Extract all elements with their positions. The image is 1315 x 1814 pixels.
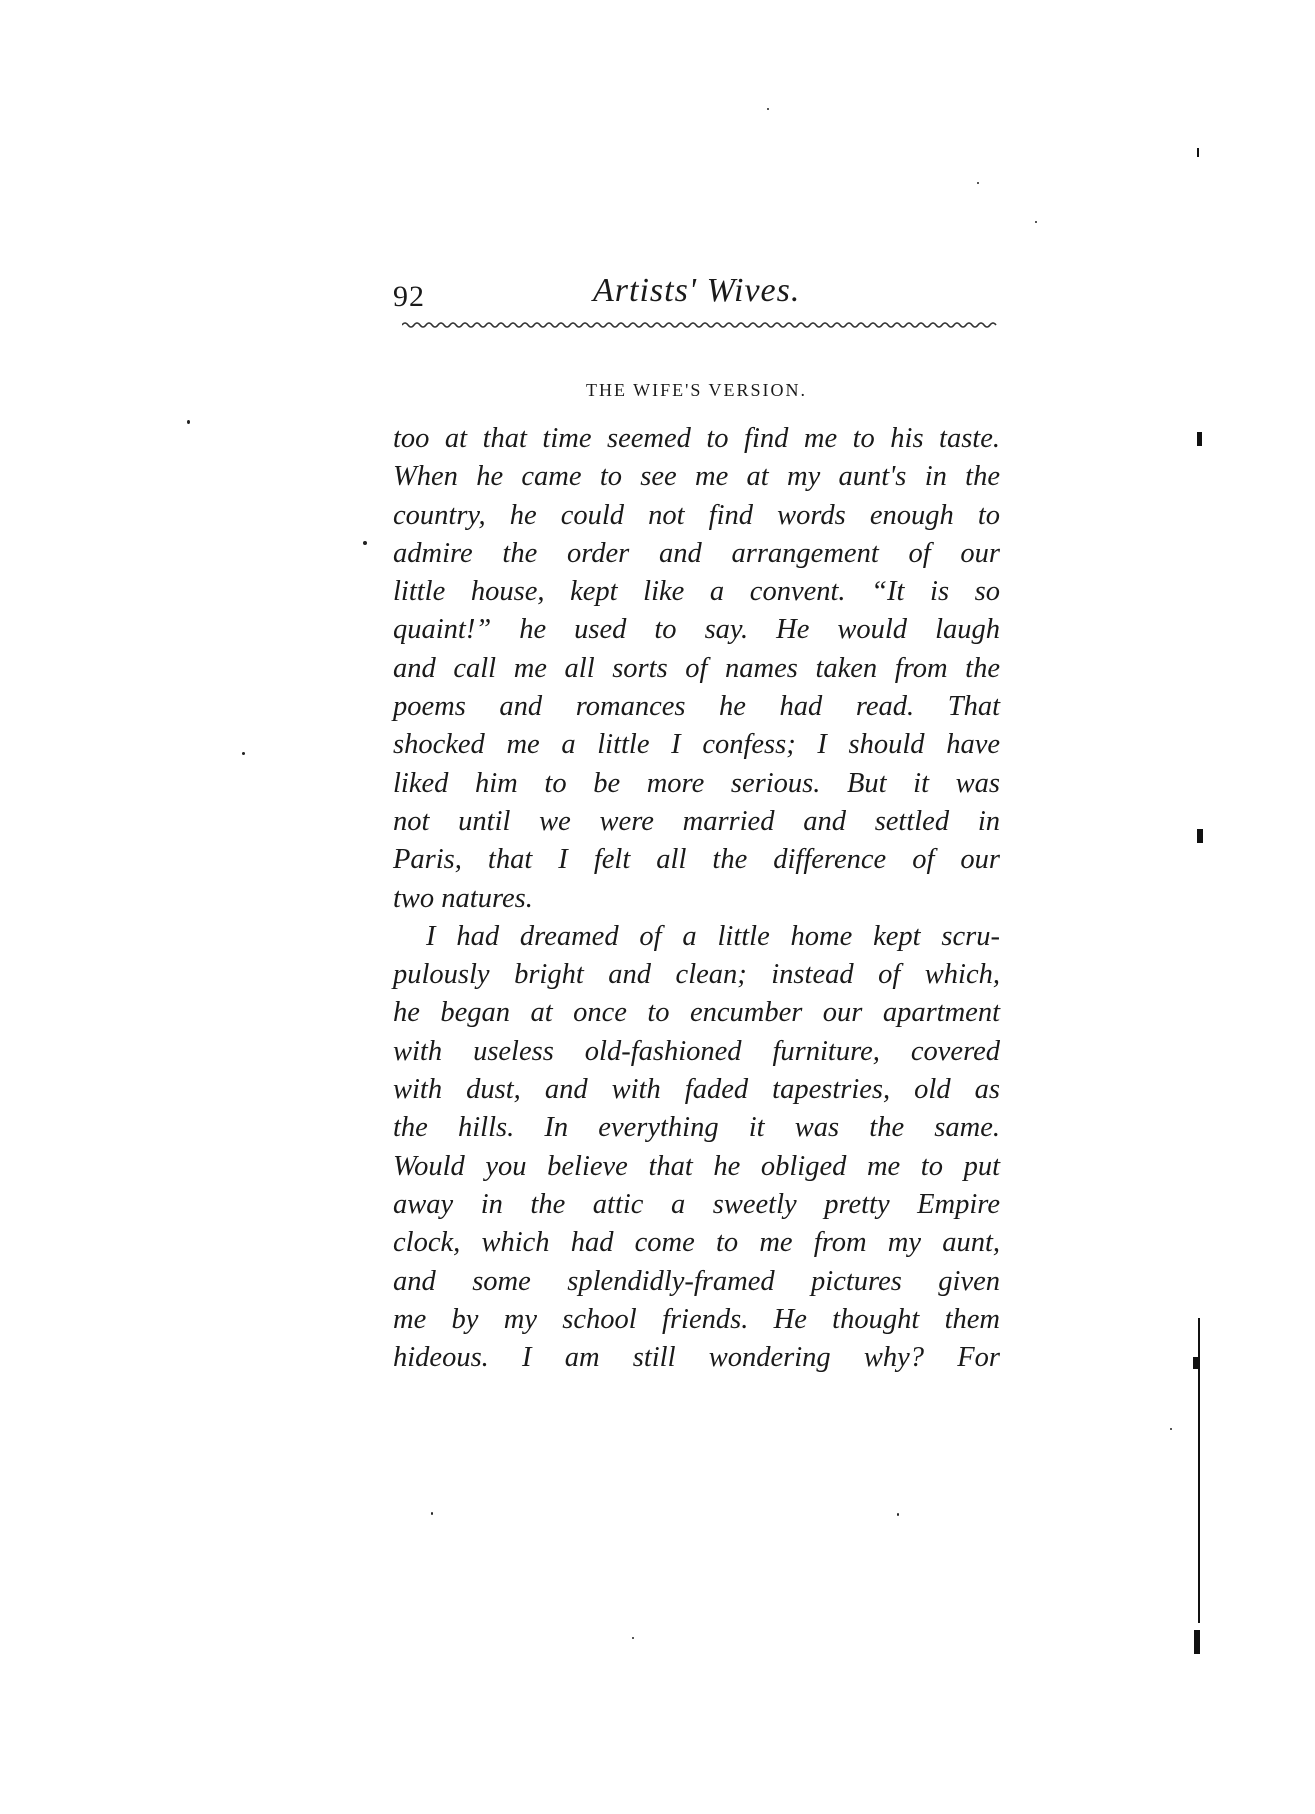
text-line: pulously bright and clean; instead of which, (393, 959, 1000, 991)
text-line: with dust, and with faded tapestries, old as (393, 1074, 1000, 1106)
scan-speck (897, 1513, 899, 1516)
running-head (393, 272, 1000, 322)
margin-mark (1198, 1318, 1200, 1623)
margin-mark (1197, 432, 1202, 446)
text-line: liked him to be more serious. But it was (393, 767, 1000, 799)
text-line: little house, kept like a convent. “It is so (393, 576, 1000, 608)
text-line: hideous. I am still wondering why? For (393, 1342, 1000, 1374)
text-line: When he came to see me at my aunt's in the (393, 461, 1000, 493)
text-line: country, he could not find words enough to (393, 499, 1000, 531)
text-line: poems and romances he had read. That (393, 691, 1000, 723)
text-line: shocked me a little I confess; I should have (393, 729, 1000, 761)
text-line: not until we were married and settled in (393, 805, 1000, 837)
scan-speck (767, 108, 769, 110)
scan-speck (431, 1512, 433, 1515)
text-line: clock, which had come to me from my aunt, (393, 1227, 1000, 1259)
text-line: the hills. In everything it was the same. (393, 1112, 1000, 1144)
text-line: two natures. (393, 882, 533, 914)
text-line: Paris, that I felt all the difference of our (393, 844, 1000, 876)
scan-speck (1170, 1428, 1172, 1430)
text-line: and some splendidly-framed pictures given (393, 1265, 1000, 1297)
margin-mark (1194, 1630, 1200, 1654)
scan-speck (977, 182, 979, 184)
text-line: Would you believe that he obliged me to put (393, 1150, 1000, 1182)
scan-speck (632, 1637, 634, 1639)
margin-mark (1197, 148, 1199, 157)
text-line: he began at once to encumber our apartment (393, 997, 1000, 1029)
scan-speck (242, 752, 245, 755)
text-line: quaint!” he used to say. He would laugh (393, 614, 1000, 646)
text-line: admire the order and arrangement of our (393, 537, 1000, 569)
text-line: too at that time seemed to find me to his taste. (393, 423, 1000, 454)
scan-speck (187, 420, 190, 424)
page-number: 92 (393, 280, 425, 313)
text-line: away in the attic a sweetly pretty Empire (393, 1188, 1000, 1220)
text-line: with useless old-fashioned furniture, covered (393, 1035, 1000, 1067)
margin-mark (1197, 829, 1203, 843)
text-line: and call me all sorts of names taken from the (393, 652, 1000, 684)
running-title: Artists' Wives. (593, 272, 801, 309)
scan-speck (1035, 221, 1037, 223)
text-line: I had dreamed of a little home kept scru- (426, 920, 1000, 952)
decorative-wavy-rule (402, 321, 998, 329)
scan-speck (363, 541, 367, 545)
body-text (393, 420, 1000, 1377)
text-line: me by my school friends. He thought them (393, 1303, 1000, 1335)
section-heading: THE WIFE'S VERSION. (585, 380, 808, 400)
